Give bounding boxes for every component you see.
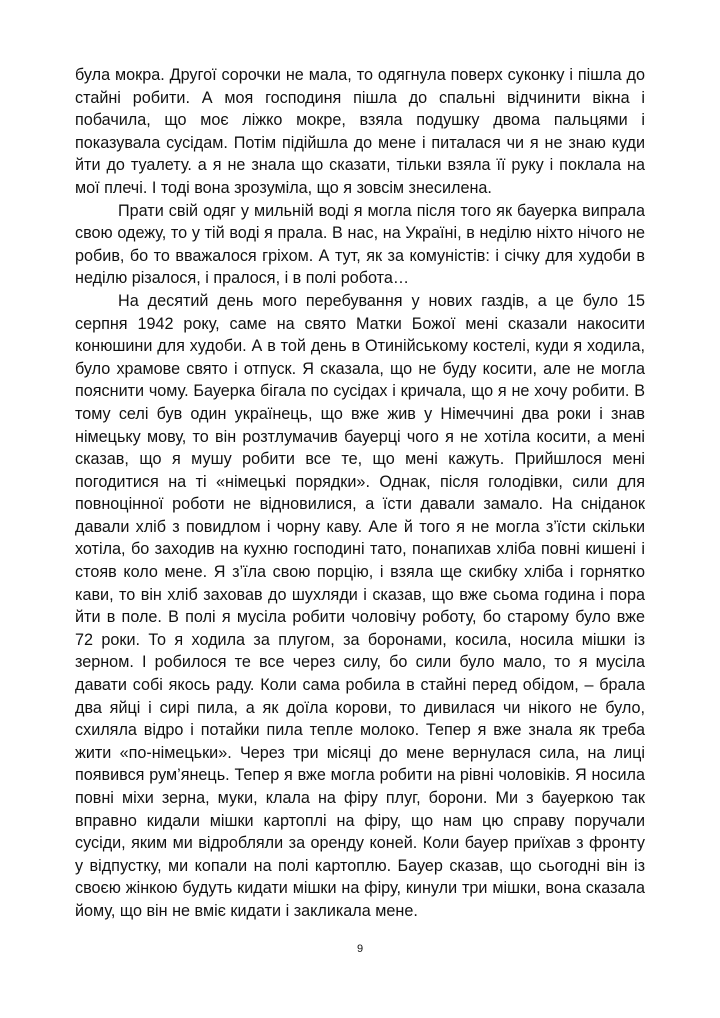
paragraph-3: На десятий день мого перебування у нових газдів, а це було 15 серпня 1942 року, саме на свято Матки Божої мені сказали накосити конюшини для худоби. А в той день в Отинійському костелі, куди я ходила, було храмове свято і отпуск. Я сказала, що не буду косити, але не могла пояснити чому. Бауерка бігала по сусідах і кричала, що я не хочу робити. В тому селі був один українець, що вже жив у Німеччині два роки і знав німецьку мову, то він розтлумачив бауерці чого я не хотіла косити, а мені сказав, що я мушу робити все те, що мені кажуть. Прийшлося мені погодитися на ті «німецькі порядки». Однак, після голодівки, сили для повноцінної роботи не відновилися, а їсти давали замало. На сніданок давали хліб з повидлом і чорну каву. Але й того я не могла з’їсти скільки хотіла, бо заходив на кухню господині тато, понапихав хліба повні кишені і стояв коло мене. Я з’їла свою порцію, і взяла ще скибку хліба і горнятко кави, то він хліб заховав до шухляди і сказав, що вже сьома година і пора йти в поле. В полі я мусіла робити чоловічу роботу, бо старому було вже 72 роки. То я ходила за плугом, за боронами, косила, носила мішки із зерном. І робилося те все через силу, бо сили було мало, то я мусіла давати собі якось раду. Коли сама робила в стайні перед обідом, – брала два яйці і сирі пила, а як доїла корови, то дивилася чи нікого не було, схиляла відро і потайки пила тепле молоко. Тепер я вже знала як треба жити «по-німецьки». Через три місяці до мене вернулася сила, на лиці появився рум’янець. Тепер я вже могла робити на рівні чоловіків. Я носила повні міхи зерна, муки, клала на фіру плуг, борони. Ми з бауеркою так вправно кидали мішки картоплі на фіру, що нам цю справу поручали сусіди, яким ми відробляли за оренду коней. Коли бауер приїхав з фронту у відпустку, ми копали на полі картоплю. Бауер сказав, що сьогодні він із своєю жінкою будуть кидати мішки на фіру, кинули три мішки, вона сказала йому, що він не вміє кидати і закликала мене. [75, 291, 645, 920]
paragraph-1: була мокра. Другої сорочки не мала, то одягнула поверх суконку і пішла до стайні робити. А моя господиня пішла до спальні відчинити вікна і побачила, що моє ліжко мокре, взяла подушку двома пальцями і показувала сусідам. Потім підійшла до мене і питалася чи я не знаю куди йти до туалету. а я не знала що сказати, тільки взяла її руку і поклала на мої плечі. І тоді вона зрозуміла, що я зовсім знесилена. [75, 66, 645, 197]
paragraph-2: Прати свій одяг у мильній воді я могла після того як бауерка випрала свою одежу, то у тій воді я прала. В нас, на Україні, в неділю ніхто нічого не робив, бо то вважалося гріхом. А тут, як за комуністів: і січку для худоби в неділю різалося, і пралося, і в полі робота… [75, 201, 645, 288]
page-number: 9 [356, 943, 364, 955]
document-body [75, 64, 645, 923]
